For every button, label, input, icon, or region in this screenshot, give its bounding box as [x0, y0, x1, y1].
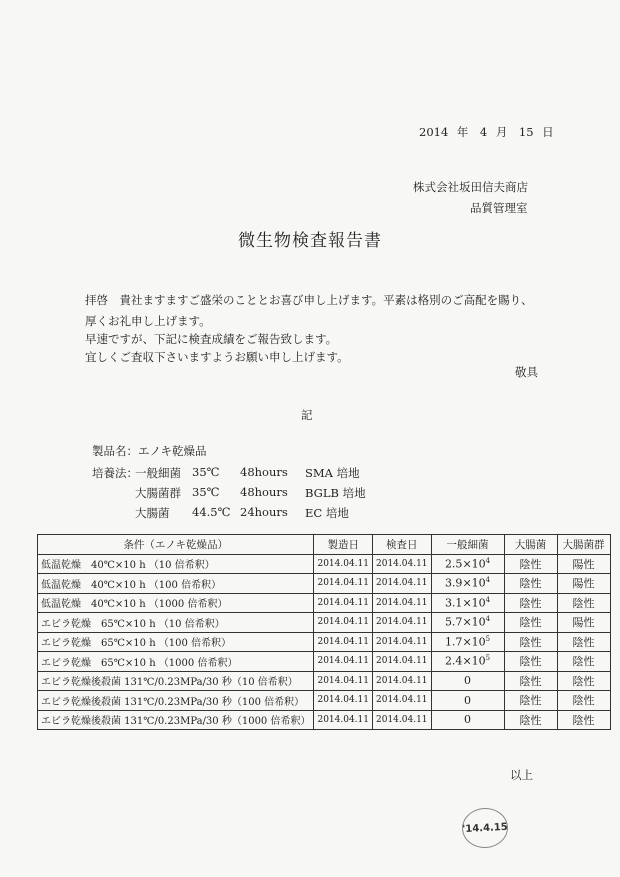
- cell-test-date: 2014.04.11: [373, 574, 432, 594]
- product-name: 製品名：エノキ乾燥品: [92, 444, 207, 458]
- closing-word: 敬具: [515, 365, 538, 379]
- cell-test-date: 2014.04.11: [373, 710, 432, 730]
- cell-manufacture-date: 2014.04.11: [314, 574, 373, 594]
- header-manufacture-date: 製造日: [314, 535, 373, 555]
- document-title: 微生物検査報告書: [238, 231, 382, 251]
- table-row: [38, 710, 611, 730]
- table-row: [38, 613, 611, 633]
- times-ten: ×10: [462, 596, 486, 610]
- cell-ecoli: 陰性: [504, 613, 557, 633]
- results-table: [37, 534, 611, 730]
- exponent: 4: [485, 615, 491, 624]
- times-ten: ×10: [462, 635, 486, 649]
- cell-test-date: 2014.04.11: [373, 554, 432, 574]
- end-mark: 以上: [510, 768, 533, 782]
- company-name: 株式会社坂田信夫商店: [413, 180, 528, 194]
- cell-manufacture-date: 2014.04.11: [314, 632, 373, 652]
- cell-test-date: 2014.04.11: [373, 671, 432, 691]
- ki-heading: 記: [301, 408, 313, 422]
- cell-general-bacteria: [431, 671, 504, 691]
- cell-ecoli: 陰性: [504, 554, 557, 574]
- exponent: 4: [485, 576, 491, 585]
- cell-general-bacteria: [431, 710, 504, 730]
- cell-coliform: 陽性: [557, 574, 610, 594]
- times-ten: ×10: [462, 616, 486, 630]
- greeting-line-1: 拝啓 貴社ますますご盛栄のこととお喜び申し上げます。平素は格別のご高配を賜り、: [85, 293, 533, 307]
- bacteria-count: 0: [464, 713, 472, 727]
- bacteria-count: 0: [464, 693, 472, 707]
- cell-condition: 低温乾燥 40℃×10 h （1000 倍希釈）: [38, 593, 314, 613]
- cell-general-bacteria: [431, 691, 504, 711]
- cell-ecoli: 陰性: [504, 652, 557, 672]
- cell-ecoli: 陰性: [504, 632, 557, 652]
- header-general-bacteria: 一般細菌: [431, 535, 504, 555]
- bacteria-count: 3.1: [444, 596, 463, 610]
- cell-test-date: 2014.04.11: [373, 652, 432, 672]
- cell-ecoli: 陰性: [504, 691, 557, 711]
- culture-method-label: 培養法：: [92, 466, 138, 480]
- cell-coliform: 陽性: [557, 613, 610, 633]
- cell-coliform: 陰性: [557, 691, 610, 711]
- cell-general-bacteria: [431, 593, 504, 613]
- culture-temperature: 35℃: [192, 465, 220, 479]
- header-coliform: 大腸菌群: [557, 535, 610, 555]
- greeting-line-4: 宜しくご査収下さいますようお願い申し上げます。: [85, 350, 349, 364]
- culture-medium: BGLB 培地: [305, 486, 366, 500]
- bacteria-count: 0: [464, 674, 472, 688]
- cell-ecoli: 陰性: [504, 671, 557, 691]
- table-row: [38, 632, 611, 652]
- cell-test-date: 2014.04.11: [373, 691, 432, 711]
- culture-duration: 48hours: [240, 485, 288, 499]
- cell-manufacture-date: 2014.04.11: [314, 554, 373, 574]
- culture-organism: 大腸菌: [135, 506, 170, 520]
- culture-duration: 24hours: [240, 505, 288, 519]
- table-row: [38, 671, 611, 691]
- header-condition: 条件（エノキ乾燥品）: [38, 535, 314, 555]
- greeting-line-3: 早速ですが、下記に検査成績をご報告致します。: [85, 332, 338, 346]
- bacteria-count: 5.7: [444, 616, 463, 630]
- times-ten: ×10: [462, 577, 486, 591]
- cell-condition: エビラ乾燥後殺菌 131℃/0.23MPa/30 秒（100 倍希釈）: [38, 691, 314, 711]
- bacteria-count: 2.4: [444, 655, 463, 669]
- report-date: 2014 年 4 月 15 日: [419, 125, 554, 139]
- table-header-row: [38, 535, 611, 555]
- cell-manufacture-date: 2014.04.11: [314, 593, 373, 613]
- cell-coliform: 陰性: [557, 671, 610, 691]
- cell-general-bacteria: [431, 613, 504, 633]
- header-ecoli: 大腸菌: [504, 535, 557, 555]
- cell-test-date: 2014.04.11: [373, 593, 432, 613]
- cell-general-bacteria: [431, 632, 504, 652]
- exponent: 5: [485, 654, 491, 663]
- cell-condition: エビラ乾燥 65℃×10 h （100 倍希釈）: [38, 632, 314, 652]
- bacteria-count: 3.9: [444, 577, 463, 591]
- times-ten: ×10: [462, 557, 486, 571]
- culture-medium: EC 培地: [305, 506, 349, 520]
- department-name: 品質管理室: [470, 201, 528, 215]
- cell-ecoli: 陰性: [504, 593, 557, 613]
- table-row: [38, 574, 611, 594]
- table-row: [38, 652, 611, 672]
- cell-coliform: 陽性: [557, 554, 610, 574]
- culture-temperature: 44.5℃: [192, 505, 231, 519]
- cell-ecoli: 陰性: [504, 574, 557, 594]
- cell-manufacture-date: 2014.04.11: [314, 691, 373, 711]
- cell-coliform: 陰性: [557, 652, 610, 672]
- exponent: 4: [485, 595, 491, 604]
- exponent: 4: [485, 556, 491, 565]
- cell-coliform: 陰性: [557, 710, 610, 730]
- table-row: [38, 593, 611, 613]
- cell-condition: 低温乾燥 40℃×10 h （100 倍希釈）: [38, 574, 314, 594]
- cell-condition: 低温乾燥 40℃×10 h （10 倍希釈）: [38, 554, 314, 574]
- cell-manufacture-date: 2014.04.11: [314, 710, 373, 730]
- cell-test-date: 2014.04.11: [373, 632, 432, 652]
- cell-general-bacteria: [431, 574, 504, 594]
- cell-manufacture-date: 2014.04.11: [314, 671, 373, 691]
- cell-manufacture-date: 2014.04.11: [314, 613, 373, 633]
- culture-duration: 48hours: [240, 465, 288, 479]
- culture-organism: 一般細菌: [135, 466, 181, 480]
- bacteria-count: 2.5: [444, 557, 463, 571]
- culture-organism: 大腸菌群: [135, 486, 181, 500]
- cell-condition: エビラ乾燥 65℃×10 h （10 倍希釈）: [38, 613, 314, 633]
- cell-condition: エビラ乾燥 65℃×10 h （1000 倍希釈）: [38, 652, 314, 672]
- culture-temperature: 35℃: [192, 485, 220, 499]
- cell-general-bacteria: [431, 652, 504, 672]
- greeting-line-2: 厚くお礼申し上げます。: [85, 314, 211, 328]
- table-row: [38, 691, 611, 711]
- culture-medium: SMA 培地: [305, 466, 360, 480]
- cell-ecoli: 陰性: [504, 710, 557, 730]
- table-row: [38, 554, 611, 574]
- cell-test-date: 2014.04.11: [373, 613, 432, 633]
- header-test-date: 検査日: [373, 535, 432, 555]
- times-ten: ×10: [462, 655, 486, 669]
- exponent: 5: [485, 634, 491, 643]
- date-stamp: '14.4.15: [461, 807, 509, 849]
- cell-condition: エビラ乾燥後殺菌 131℃/0.23MPa/30 秒（1000 倍希釈）: [38, 710, 314, 730]
- cell-coliform: 陰性: [557, 632, 610, 652]
- cell-coliform: 陰性: [557, 593, 610, 613]
- cell-condition: エビラ乾燥後殺菌 131℃/0.23MPa/30 秒（10 倍希釈）: [38, 671, 314, 691]
- cell-manufacture-date: 2014.04.11: [314, 652, 373, 672]
- cell-general-bacteria: [431, 554, 504, 574]
- bacteria-count: 1.7: [444, 635, 463, 649]
